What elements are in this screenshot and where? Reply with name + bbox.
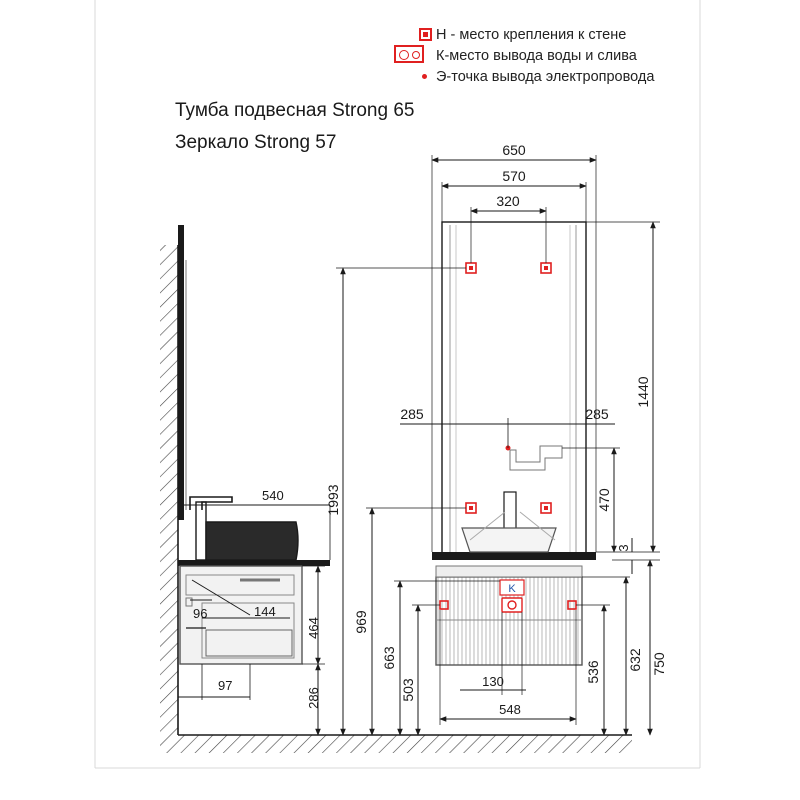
dim-969: 969 bbox=[353, 610, 369, 634]
legend-mount-text: Н - место крепления к стене bbox=[436, 27, 627, 43]
electric-point-icon bbox=[422, 74, 427, 79]
dim-320: 320 bbox=[496, 193, 520, 209]
dim-286: 286 bbox=[306, 687, 321, 709]
dim-536: 536 bbox=[585, 660, 601, 684]
countertop-side bbox=[178, 560, 330, 566]
wall-hatch bbox=[160, 245, 178, 735]
dim-97: 97 bbox=[218, 678, 233, 693]
dim-548: 548 bbox=[499, 702, 521, 717]
legend-water-text: К-место вывода воды и слива bbox=[436, 48, 637, 64]
sink-front bbox=[462, 528, 556, 552]
mount-point-icon bbox=[419, 28, 432, 41]
legend-electric-text: Э-точка вывода электропровода bbox=[436, 69, 655, 85]
dim-750: 750 bbox=[651, 652, 667, 676]
floor-hatch bbox=[160, 735, 632, 753]
front-view bbox=[325, 142, 667, 735]
sink-side bbox=[206, 522, 298, 560]
dim-3: 3 bbox=[616, 544, 631, 552]
water-outlet-icon bbox=[394, 45, 424, 63]
water-outlet-label: K bbox=[508, 583, 516, 595]
dim-1440: 1440 bbox=[635, 376, 651, 408]
mirror-title: Зеркало Strong 57 bbox=[175, 132, 337, 153]
dim-650: 650 bbox=[502, 142, 526, 158]
dim-96: 96 bbox=[193, 606, 208, 621]
mirror-side-profile bbox=[178, 225, 184, 520]
dim-130: 130 bbox=[482, 674, 504, 689]
dim-663: 663 bbox=[381, 646, 397, 670]
cabinet-title: Тумба подвесная Strong 65 bbox=[175, 100, 415, 121]
mirror-shelf bbox=[432, 552, 596, 560]
dim-285-right: 285 bbox=[585, 406, 609, 422]
dim-470: 470 bbox=[596, 488, 612, 512]
dim-285-left: 285 bbox=[400, 406, 424, 422]
dim-464: 464 bbox=[306, 617, 321, 639]
dim-540: 540 bbox=[262, 488, 284, 503]
dim-503: 503 bbox=[400, 678, 416, 702]
dim-1993: 1993 bbox=[325, 484, 341, 516]
dim-570: 570 bbox=[502, 168, 526, 184]
dim-632: 632 bbox=[627, 648, 643, 672]
dim-144: 144 bbox=[254, 604, 276, 619]
